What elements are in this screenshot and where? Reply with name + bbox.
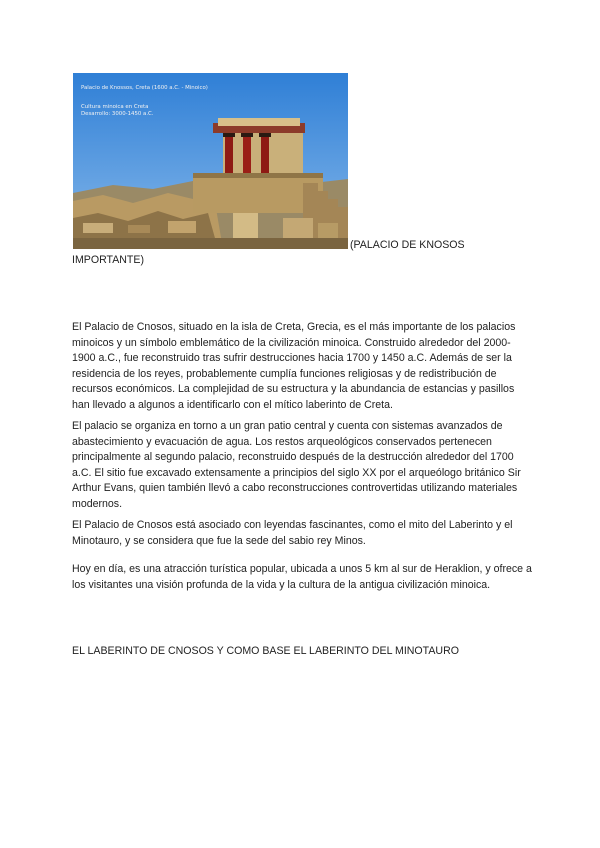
photo-caption-title: Palacio de Knossos, Creta (1600 a.C. - Minoico) [81,85,208,91]
paragraph-structure: El palacio se organiza en torno a un gran patio central y cuenta con sistemas avanzados de abastecimiento y evacuación de agua. Los restos arqueológicos conservados pertenecen principalmente al segundo palacio, reconstruido después de la destrucción alrededor del 1700 a.C. El sitio fue excavado extensamente a principios del siglo XX por el arqueólogo británico Sir Arthur Evans, quien también llevó a cabo reconstrucciones controvertidas utilizando materiales modernos. [72,420,521,510]
image-caption-line1: (PALACIO DE KNOSOS [350,239,465,251]
photo-caption-culture: Cultura minoica en Creta [81,104,149,110]
photo-caption-dates: Desarrollo: 3000-1450 a.C. [81,111,154,117]
image-caption-line2: IMPORTANTE) [72,254,144,266]
paragraph-legends: El Palacio de Cnosos está asociado con leyendas fascinantes, como el mito del Laberinto y el Minotauro, y se considera que fue la sede del sabio rey Minos. [72,519,513,547]
paragraph-today: Hoy en día, es una atracción turística popular, ubicada a unos 5 km al sur de Heraklion, y ofrece a los visitantes una visión profunda de la vida y la cultura de la antigua civilización minoica. [72,563,532,591]
section-heading: EL LABERINTO DE CNOSOS Y COMO BASE EL LABERINTO DEL MINOTAURO [72,645,459,657]
palace-photo-illustration [73,73,348,249]
paragraph-intro: El Palacio de Cnosos, situado en la isla de Creta, Grecia, es el más importante de los palacios minoicos y un símbolo emblemático de la civilización minoica. Construido alrededor del 2000-1900 a.C., fue reconstruido tras sufrir destrucciones hacia 1700 y 1450 a.C. Además de ser la residencia de los reyes, probablemente cumplía funciones religiosas y de redistribución de recursos económicos. La complejidad de su estructura y la abundancia de estancias y pasillos han llevado a algunos a identificarlo con el mítico laberinto de Creta. [72,321,516,411]
palace-photo [73,73,348,249]
